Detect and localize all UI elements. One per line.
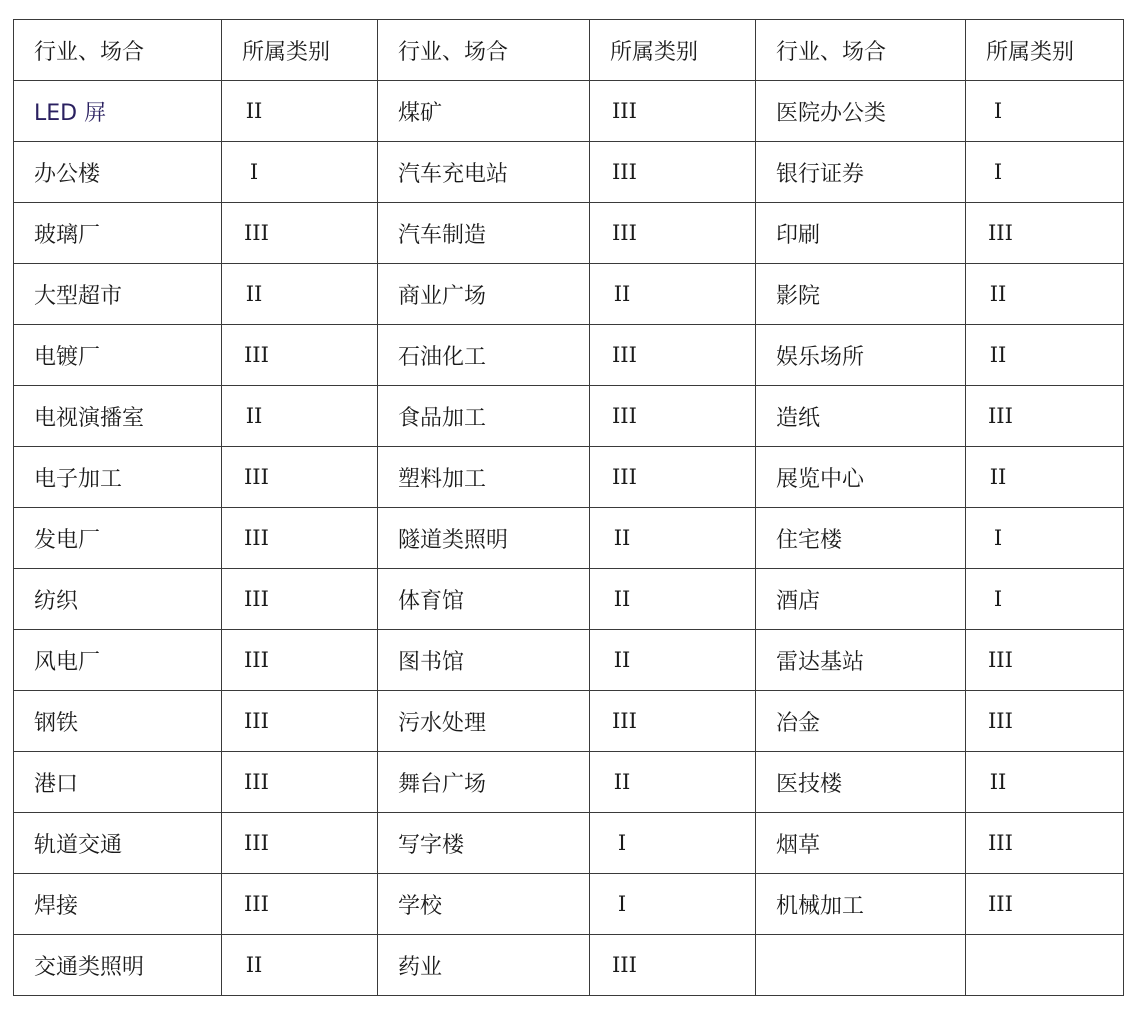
industry-cell: 学校 <box>378 874 590 935</box>
category-value: II <box>245 282 263 306</box>
category-cell <box>966 203 1124 264</box>
industry-cell: 医院办公类 <box>756 81 966 142</box>
category-value: II <box>989 282 1007 306</box>
category-value: II <box>613 526 631 550</box>
category-cell <box>590 447 756 508</box>
category-cell <box>222 447 378 508</box>
category-value: III <box>244 709 269 733</box>
category-value: II <box>989 770 1007 794</box>
header-category: 所属类别 <box>966 20 1124 81</box>
category-value: II <box>613 282 631 306</box>
industry-cell: 石油化工 <box>378 325 590 386</box>
category-cell <box>590 569 756 630</box>
industry-cell: LED 屏 <box>14 81 222 142</box>
industry-cell: 图书馆 <box>378 630 590 691</box>
category-cell <box>222 386 378 447</box>
category-cell <box>222 264 378 325</box>
category-value: II <box>245 404 263 428</box>
category-value: I <box>993 526 1003 550</box>
category-cell <box>590 81 756 142</box>
industry-cell: 写字楼 <box>378 813 590 874</box>
industry-cell: 酒店 <box>756 569 966 630</box>
category-cell <box>966 874 1124 935</box>
table-row <box>14 813 1124 874</box>
table-row <box>14 142 1124 203</box>
header-industry: 行业、场合 <box>378 20 590 81</box>
category-cell <box>966 691 1124 752</box>
industry-cell: 办公楼 <box>14 142 222 203</box>
category-value: II <box>613 587 631 611</box>
industry-cell: 轨道交通 <box>14 813 222 874</box>
industry-cell: 风电厂 <box>14 630 222 691</box>
header-category: 所属类别 <box>590 20 756 81</box>
industry-cell: 烟草 <box>756 813 966 874</box>
category-value: II <box>245 99 263 123</box>
category-value: III <box>612 953 637 977</box>
industry-cell: 商业广场 <box>378 264 590 325</box>
category-cell <box>966 142 1124 203</box>
table-row <box>14 935 1124 996</box>
table-row <box>14 386 1124 447</box>
category-cell <box>966 630 1124 691</box>
industry-cell: 食品加工 <box>378 386 590 447</box>
category-cell <box>966 386 1124 447</box>
category-cell <box>222 508 378 569</box>
table-row <box>14 630 1124 691</box>
category-cell <box>590 325 756 386</box>
category-value: III <box>612 709 637 733</box>
industry-cell <box>756 935 966 996</box>
category-cell <box>222 142 378 203</box>
category-value: I <box>617 892 627 916</box>
category-cell <box>966 264 1124 325</box>
category-value: II <box>613 648 631 672</box>
industry-cell: 煤矿 <box>378 81 590 142</box>
header-industry: 行业、场合 <box>14 20 222 81</box>
category-value: III <box>612 99 637 123</box>
industry-cell: 玻璃厂 <box>14 203 222 264</box>
category-cell <box>590 874 756 935</box>
category-value: III <box>244 465 269 489</box>
table-row <box>14 874 1124 935</box>
category-value: III <box>612 465 637 489</box>
category-value: III <box>244 831 269 855</box>
header-category: 所属类别 <box>222 20 378 81</box>
industry-cell: 焊接 <box>14 874 222 935</box>
category-value: III <box>988 831 1013 855</box>
industry-cell: 发电厂 <box>14 508 222 569</box>
industry-cell: 娱乐场所 <box>756 325 966 386</box>
category-cell <box>590 691 756 752</box>
category-cell <box>222 691 378 752</box>
table-row <box>14 752 1124 813</box>
category-cell <box>966 447 1124 508</box>
table-row <box>14 691 1124 752</box>
category-value: III <box>612 343 637 367</box>
category-cell <box>222 569 378 630</box>
category-cell <box>966 569 1124 630</box>
category-cell <box>222 630 378 691</box>
category-cell <box>966 813 1124 874</box>
category-value: II <box>613 770 631 794</box>
industry-cell: 舞台广场 <box>378 752 590 813</box>
category-cell <box>222 752 378 813</box>
table-header-row <box>14 20 1124 81</box>
industry-classification-table <box>13 19 1124 996</box>
category-value: II <box>989 465 1007 489</box>
category-value: III <box>244 587 269 611</box>
category-value: I <box>993 160 1003 184</box>
category-cell <box>590 142 756 203</box>
industry-cell: 展览中心 <box>756 447 966 508</box>
category-value: III <box>244 221 269 245</box>
table-row <box>14 264 1124 325</box>
category-cell <box>966 81 1124 142</box>
table-row <box>14 203 1124 264</box>
category-value: III <box>612 221 637 245</box>
category-value: III <box>612 404 637 428</box>
category-cell <box>590 813 756 874</box>
category-cell <box>590 264 756 325</box>
category-value: II <box>245 953 263 977</box>
category-cell <box>966 752 1124 813</box>
industry-cell: 纺织 <box>14 569 222 630</box>
category-value: III <box>244 343 269 367</box>
category-cell <box>590 508 756 569</box>
header-industry: 行业、场合 <box>756 20 966 81</box>
category-value: III <box>988 892 1013 916</box>
category-cell <box>222 81 378 142</box>
industry-cell: 体育馆 <box>378 569 590 630</box>
category-value: III <box>244 892 269 916</box>
category-value: III <box>988 648 1013 672</box>
category-cell <box>590 935 756 996</box>
industry-cell: 塑料加工 <box>378 447 590 508</box>
category-cell <box>966 508 1124 569</box>
category-cell <box>966 935 1124 996</box>
category-value: I <box>617 831 627 855</box>
category-value: I <box>993 587 1003 611</box>
table-row <box>14 508 1124 569</box>
category-cell <box>222 874 378 935</box>
category-cell <box>590 630 756 691</box>
industry-cell: 交通类照明 <box>14 935 222 996</box>
table-row <box>14 325 1124 386</box>
category-cell <box>222 813 378 874</box>
industry-cell: 钢铁 <box>14 691 222 752</box>
industry-cell: 汽车充电站 <box>378 142 590 203</box>
category-value: III <box>988 709 1013 733</box>
industry-cell: 雷达基站 <box>756 630 966 691</box>
category-value: III <box>244 648 269 672</box>
industry-cell: 影院 <box>756 264 966 325</box>
industry-cell: 污水处理 <box>378 691 590 752</box>
category-value: III <box>244 526 269 550</box>
industry-cell: 冶金 <box>756 691 966 752</box>
industry-cell: 电视演播室 <box>14 386 222 447</box>
category-value: III <box>612 160 637 184</box>
category-cell <box>590 752 756 813</box>
table-row <box>14 81 1124 142</box>
industry-cell: 电子加工 <box>14 447 222 508</box>
industry-cell: 汽车制造 <box>378 203 590 264</box>
industry-cell: 机械加工 <box>756 874 966 935</box>
industry-cell: 医技楼 <box>756 752 966 813</box>
industry-cell: 印刷 <box>756 203 966 264</box>
category-cell <box>222 203 378 264</box>
industry-cell: 药业 <box>378 935 590 996</box>
industry-cell: 大型超市 <box>14 264 222 325</box>
table-row <box>14 569 1124 630</box>
category-cell <box>966 325 1124 386</box>
category-value: I <box>249 160 259 184</box>
category-cell <box>590 386 756 447</box>
industry-cell: 港口 <box>14 752 222 813</box>
category-cell <box>590 203 756 264</box>
industry-cell: 住宅楼 <box>756 508 966 569</box>
category-value: III <box>988 404 1013 428</box>
category-value: II <box>989 343 1007 367</box>
table-row <box>14 447 1124 508</box>
category-value: III <box>988 221 1013 245</box>
category-cell <box>222 325 378 386</box>
category-cell <box>222 935 378 996</box>
category-value: I <box>993 99 1003 123</box>
category-value: III <box>244 770 269 794</box>
industry-cell: 电镀厂 <box>14 325 222 386</box>
industry-cell: 隧道类照明 <box>378 508 590 569</box>
industry-cell: 造纸 <box>756 386 966 447</box>
industry-cell: 银行证券 <box>756 142 966 203</box>
